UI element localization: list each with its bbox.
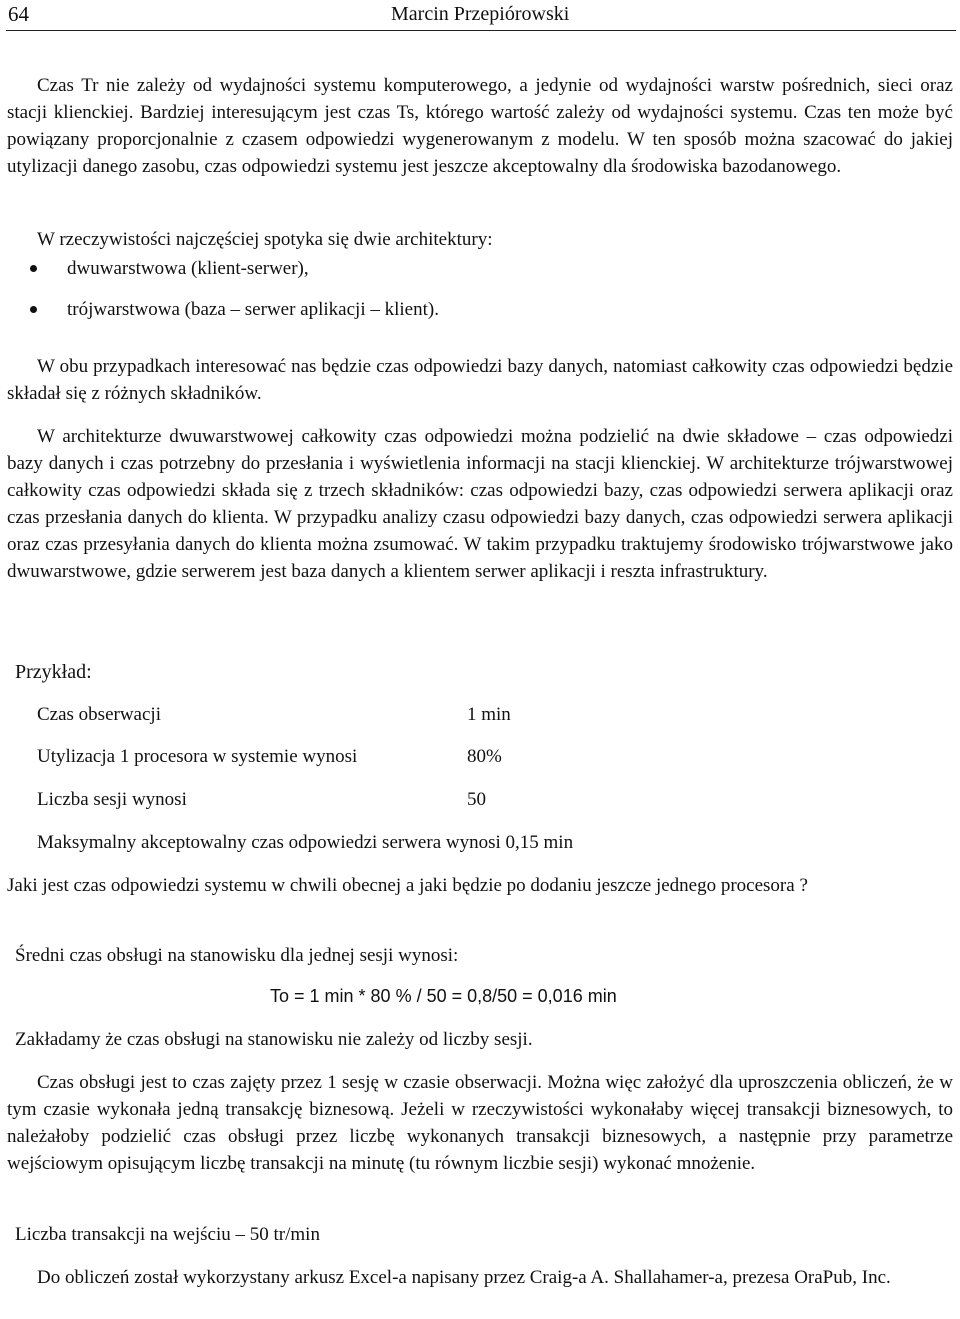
example-heading: Przykład:	[15, 661, 92, 683]
paragraph-architecture-details: W architekturze dwuwarstwowej całkowity czas odpowiedzi można podzielić na dwie składowe – czas odpowiedzi bazy danych i czas potrzebny do przesłania i wyświetlenia informacji na stacji klienckiej. W architekturze trójwarstwowej całkowity czas odpowiedzi składa się z trzech składników: czas odpowiedzi bazy, czas odpowiedzi serwera aplikacji oraz czas przesłania danych do klienta. W przypadku analizy czasu odpowiedzi bazy danych, czas odpowiedzi serwera aplikacji oraz czas przesyłania danych do klienta można zsumować. W takim przypadku traktujemy środowisko trójwarstwowe jako dwuwarstwowe, gdzie serwerem jest baza danych a klientem serwer aplikacji i reszta infrastruktury.	[7, 426, 953, 582]
assumption-text: Zakładamy że czas obsługi na stanowisku nie zależy od liczby sesji.	[15, 1029, 533, 1050]
bullet-icon	[30, 265, 37, 272]
architecture-list	[20, 255, 920, 337]
page-header	[6, 0, 956, 31]
example-label: Liczba sesji wynosi	[37, 789, 187, 810]
example-max-response: Maksymalny akceptowalny czas odpowiedzi serwera wynosi 0,15 min	[37, 832, 574, 853]
paragraph-architectures-intro: W rzeczywistości najczęściej spotyka się dwie architektury:	[37, 229, 493, 250]
paragraph-response-time: Czas Tr nie zależy od wydajności systemu komputerowego, a jedynie od wydajności warstw pośrednich, sieci oraz stacji klienckiej. Bardziej interesującym jest czas Ts, którego wartość zależy od wydajności systemu. Czas ten może być powiązany proporcjonalnie z czasem odpowiedzi wygenerowanym z modelu. W ten sposób można szacować do jakiej utylizacji danego zasobu, czas odpowiedzi systemu jest jeszcze akceptowalny dla środowiska bazodanowego.	[7, 75, 953, 177]
formula: To = 1 min * 80 % / 50 = 0,8/50 = 0,016 min	[270, 986, 617, 1006]
example-row	[37, 786, 486, 813]
question-text: Jaki jest czas odpowiedzi systemu w chwili obecnej a jaki będzie po dodaniu jeszcze jednego procesora ?	[7, 875, 808, 896]
bullet-icon	[30, 306, 37, 313]
example-label: Czas obserwacji	[37, 704, 161, 725]
example-row	[37, 743, 502, 770]
example-value: 80%	[467, 746, 502, 767]
example-row	[37, 701, 511, 728]
example-value: 50	[467, 789, 486, 810]
avg-service-text: Średni czas obsługi na stanowisku dla jednej sesji wynosi:	[15, 945, 459, 966]
list-item	[20, 255, 920, 296]
paragraph-both-cases: W obu przypadkach interesować nas będzie czas odpowiedzi bazy danych, natomiast całkowity czas odpowiedzi będzie składał się z różnych składników.	[7, 356, 953, 404]
input-transactions-text: Liczba transakcji na wejściu – 50 tr/min	[15, 1224, 320, 1245]
page-number: 64	[8, 2, 29, 26]
list-item-text: dwuwarstwowa (klient-serwer),	[67, 258, 309, 279]
list-item	[20, 296, 920, 337]
example-label: Utylizacja 1 procesora w systemie wynosi	[37, 746, 358, 767]
paragraph-excel-credit: Do obliczeń został wykorzystany arkusz Excel-a napisany przez Craig-a A. Shallahamer-a, prezesa OraPub, Inc.	[37, 1267, 891, 1288]
list-item-text: trójwarstwowa (baza – serwer aplikacji – klient).	[67, 299, 439, 320]
example-value: 1 min	[467, 704, 511, 725]
paragraph-service-time: Czas obsługi jest to czas zajęty przez 1 sesję w czasie obserwacji. Można więc założyć dla uproszczenia obliczeń, że w tym czasie wykonała jedną transakcję biznesową. Jeżeli w rzeczywistości wykonałaby więcej transakcji biznesowych, to należałoby podzielić czas obsługi przez liczbę wykonanych transakcji biznesowych, a następnie przy parametrze wejściowym opisującym liczbę transakcji na minutę (tu równym liczbie sesji) wykonać mnożenie.	[7, 1072, 953, 1174]
running-head: Marcin Przepiórowski	[391, 3, 570, 25]
